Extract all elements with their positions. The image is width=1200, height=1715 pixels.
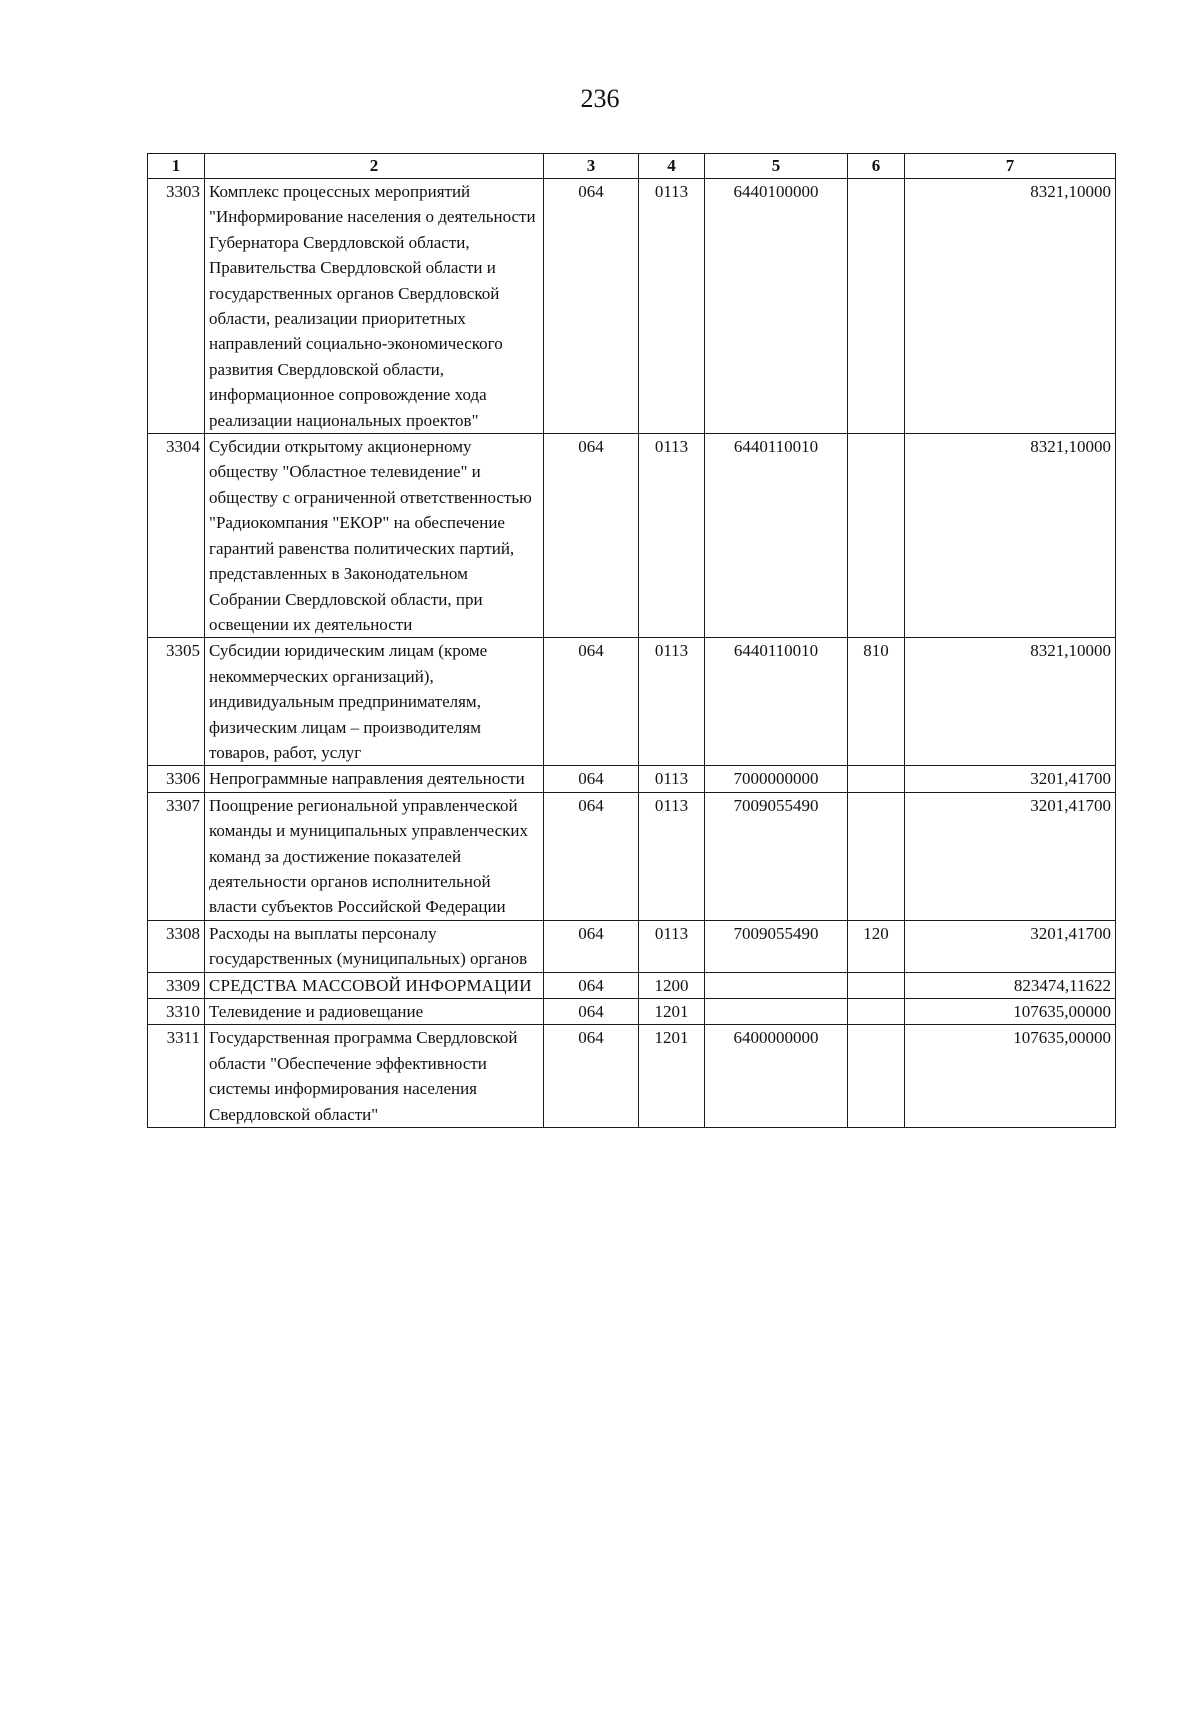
row-code-5: 6440110010 — [705, 638, 848, 766]
table-row — [148, 792, 1116, 920]
row-code-6 — [848, 179, 905, 434]
row-code-6 — [848, 972, 905, 998]
column-header-7: 7 — [905, 154, 1116, 179]
row-number: 3309 — [148, 972, 205, 998]
row-code-5: 6440110010 — [705, 434, 848, 638]
row-number: 3303 — [148, 179, 205, 434]
row-code-6: 120 — [848, 920, 905, 972]
row-code-3: 064 — [544, 792, 639, 920]
row-description: Субсидии юридическим лицам (кроме некоммерческих организаций), индивидуальным предпринимателям, физическим лицам – производителям товаров, работ, услуг — [205, 638, 544, 766]
row-amount: 8321,10000 — [905, 179, 1116, 434]
row-code-5: 6400000000 — [705, 1025, 848, 1128]
column-header-1: 1 — [148, 154, 205, 179]
row-amount: 3201,41700 — [905, 920, 1116, 972]
row-description: Непрограммные направления деятельности — [205, 766, 544, 792]
row-code-5: 6440100000 — [705, 179, 848, 434]
row-description: Субсидии открытому акционерному обществу "Областное телевидение" и обществу с ограниченной ответственностью "Радиокомпания "ЕКОР" на обеспечение гарантий равенства политических партий, представленных в Законодательном Собрании Свердловской области, при освещении их деятельности — [205, 434, 544, 638]
row-amount: 823474,11622 — [905, 972, 1116, 998]
row-number: 3306 — [148, 766, 205, 792]
row-code-3: 064 — [544, 972, 639, 998]
row-code-5: 7009055490 — [705, 792, 848, 920]
row-code-5 — [705, 972, 848, 998]
table-row — [148, 920, 1116, 972]
table-row — [148, 972, 1116, 998]
row-description: Комплекс процессных мероприятий "Информирование населения о деятельности Губернатора Свердловской области, Правительства Свердловской области и государственных органов Свердловской области, реализации приоритетных направлений социально-экономического развития Свердловской области, информационное сопровождение хода реализации национальных проектов" — [205, 179, 544, 434]
table-row — [148, 638, 1116, 766]
row-code-3: 064 — [544, 920, 639, 972]
row-code-5 — [705, 999, 848, 1025]
row-code-6: 810 — [848, 638, 905, 766]
row-code-4: 1200 — [639, 972, 705, 998]
row-description: Телевидение и радиовещание — [205, 999, 544, 1025]
row-code-3: 064 — [544, 638, 639, 766]
row-code-4: 1201 — [639, 1025, 705, 1128]
column-header-5: 5 — [705, 154, 848, 179]
table-header-row — [148, 154, 1116, 179]
row-code-4: 0113 — [639, 434, 705, 638]
row-code-3: 064 — [544, 999, 639, 1025]
row-code-3: 064 — [544, 179, 639, 434]
row-code-6 — [848, 1025, 905, 1128]
column-header-4: 4 — [639, 154, 705, 179]
row-number: 3305 — [148, 638, 205, 766]
row-code-6 — [848, 766, 905, 792]
row-amount: 107635,00000 — [905, 999, 1116, 1025]
row-description: Поощрение региональной управленческой команды и муниципальных управленческих команд за достижение показателей деятельности органов исполнительной власти субъектов Российской Федерации — [205, 792, 544, 920]
row-code-6 — [848, 434, 905, 638]
row-code-4: 0113 — [639, 792, 705, 920]
column-header-2: 2 — [205, 154, 544, 179]
row-code-4: 0113 — [639, 638, 705, 766]
table-row — [148, 1025, 1116, 1128]
table-row — [148, 434, 1116, 638]
row-description: Государственная программа Свердловской области "Обеспечение эффективности системы информирования населения Свердловской области" — [205, 1025, 544, 1128]
table-row — [148, 766, 1116, 792]
row-code-3: 064 — [544, 1025, 639, 1128]
page-number: 236 — [580, 84, 620, 113]
row-code-4: 0113 — [639, 920, 705, 972]
row-amount: 8321,10000 — [905, 638, 1116, 766]
column-header-6: 6 — [848, 154, 905, 179]
row-code-6 — [848, 792, 905, 920]
row-amount: 107635,00000 — [905, 1025, 1116, 1128]
budget-table — [147, 153, 1116, 1128]
row-code-6 — [848, 999, 905, 1025]
row-amount: 8321,10000 — [905, 434, 1116, 638]
row-code-3: 064 — [544, 766, 639, 792]
row-code-4: 0113 — [639, 179, 705, 434]
row-description: Расходы на выплаты персоналу государственных (муниципальных) органов — [205, 920, 544, 972]
row-description: СРЕДСТВА МАССОВОЙ ИНФОРМАЦИИ — [205, 972, 544, 998]
row-code-4: 1201 — [639, 999, 705, 1025]
row-amount: 3201,41700 — [905, 792, 1116, 920]
row-code-4: 0113 — [639, 766, 705, 792]
table-row — [148, 999, 1116, 1025]
table-row — [148, 179, 1116, 434]
row-code-3: 064 — [544, 434, 639, 638]
row-number: 3304 — [148, 434, 205, 638]
column-header-3: 3 — [544, 154, 639, 179]
row-amount: 3201,41700 — [905, 766, 1116, 792]
row-code-5: 7009055490 — [705, 920, 848, 972]
row-number: 3308 — [148, 920, 205, 972]
row-number: 3311 — [148, 1025, 205, 1128]
row-number: 3307 — [148, 792, 205, 920]
row-number: 3310 — [148, 999, 205, 1025]
row-code-5: 7000000000 — [705, 766, 848, 792]
